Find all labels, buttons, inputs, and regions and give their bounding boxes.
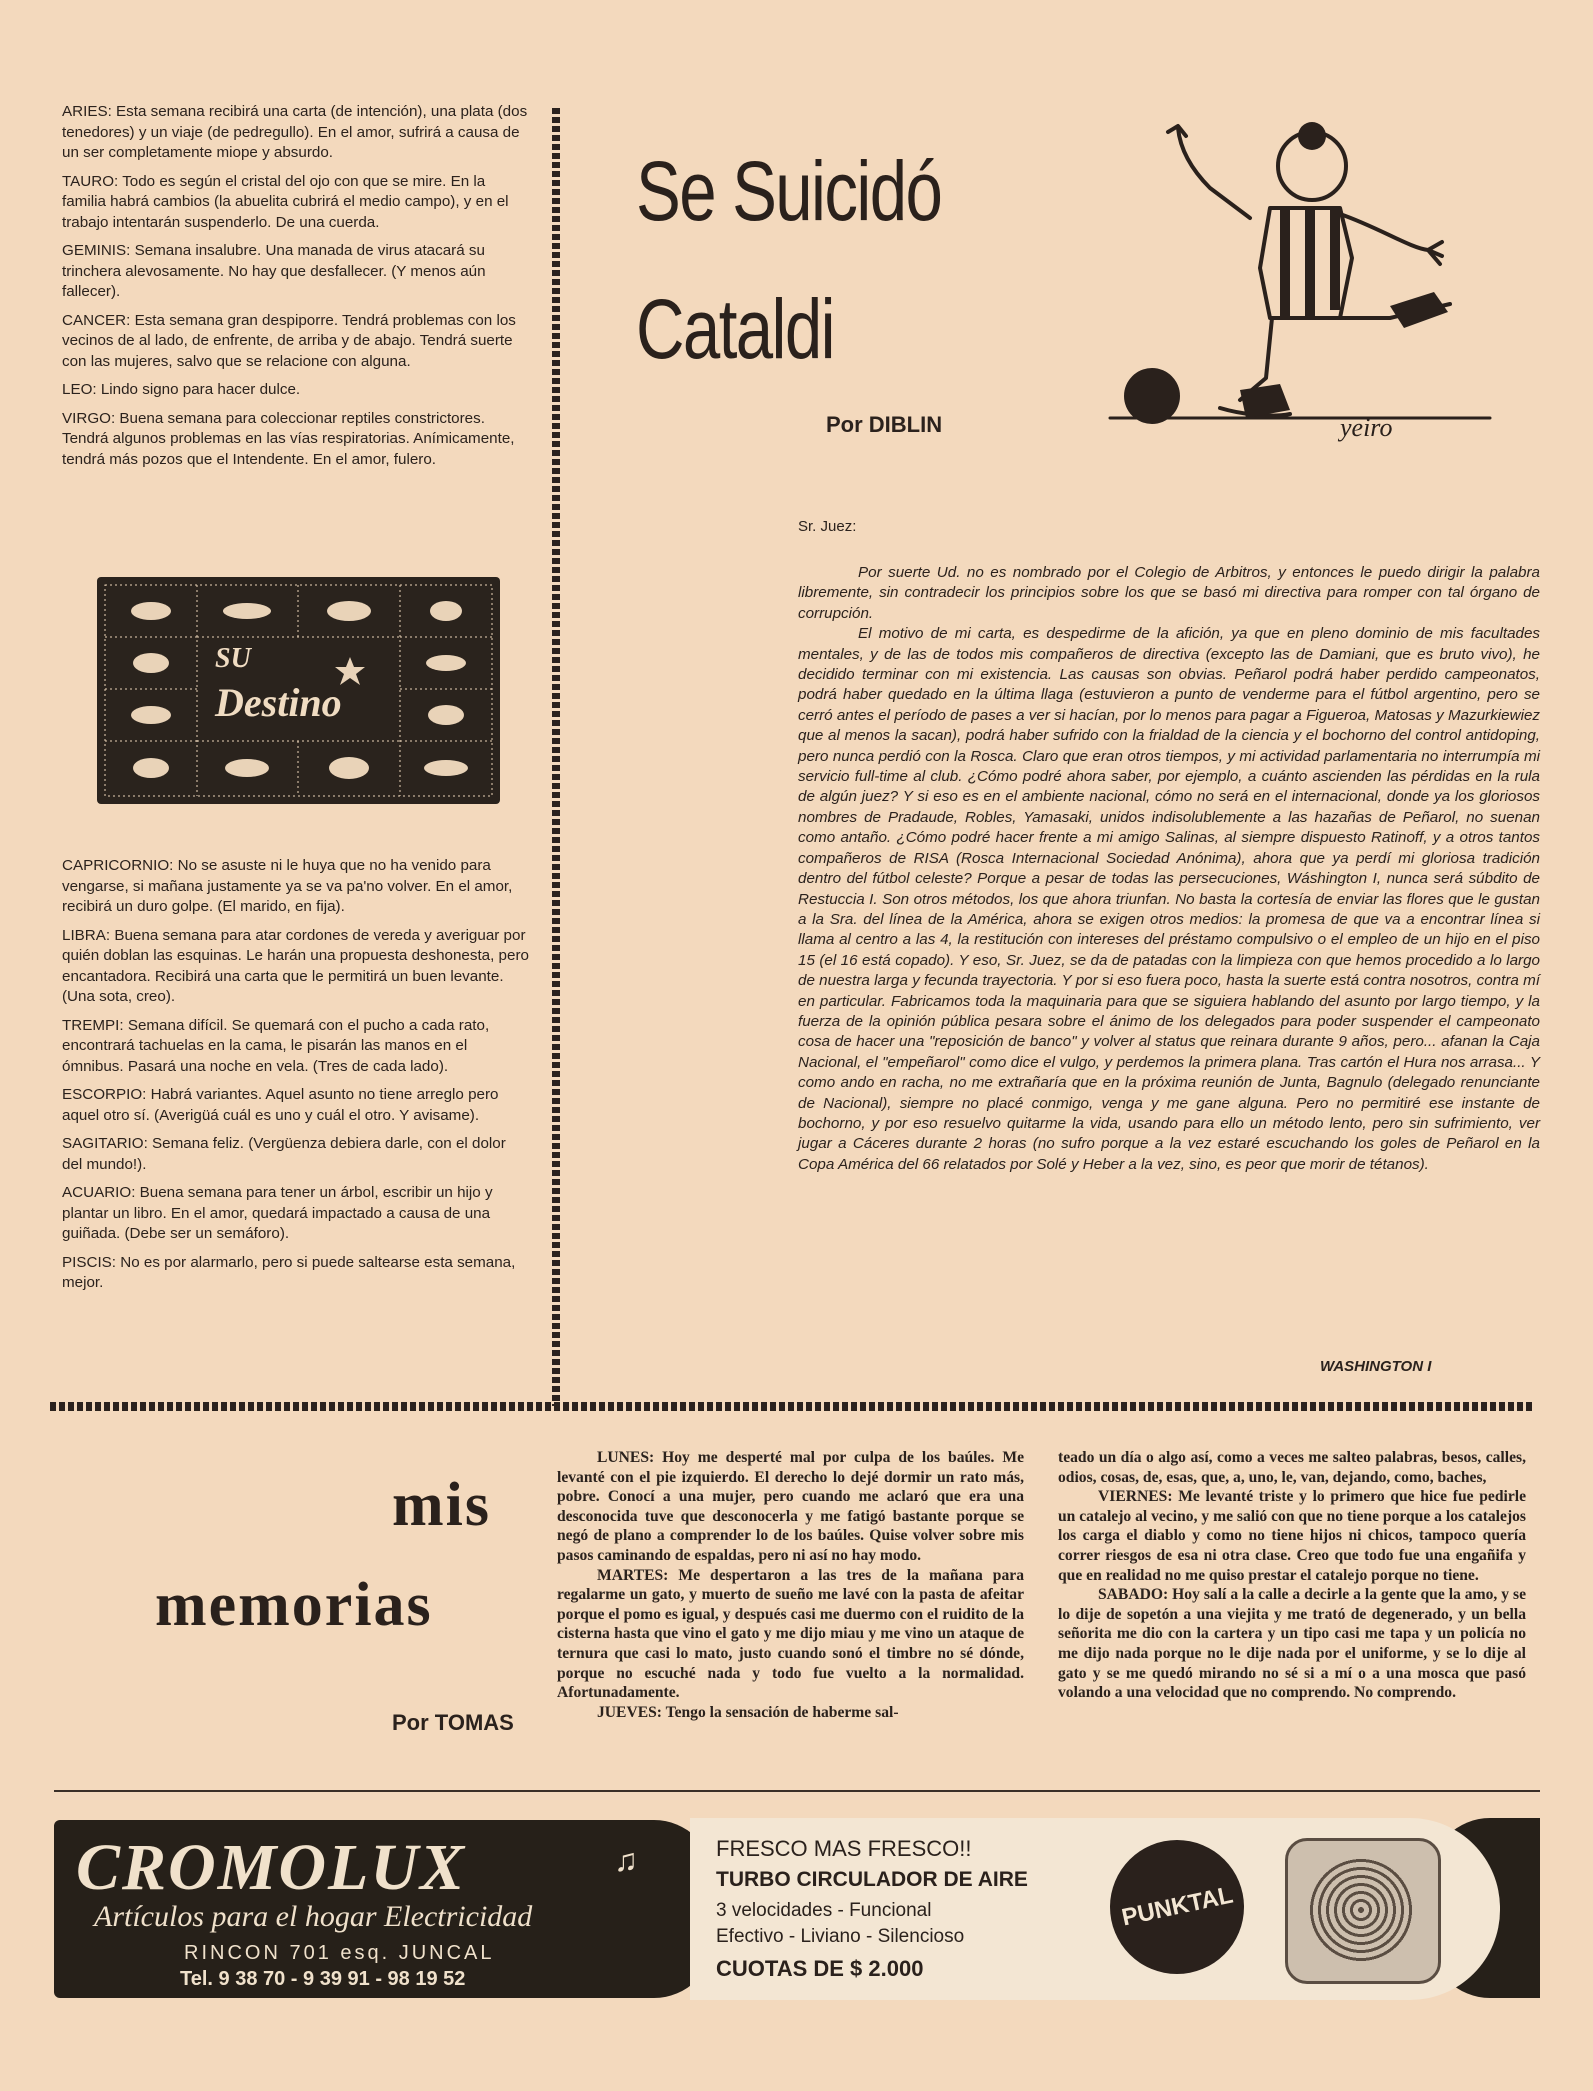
music-notes-icon: ♫ [614,1842,638,1878]
diary-entry: teado un día o algo así, como a veces me salteo palabras, besos, calles, odios, cosas, de, esas, que, a, uno, le, van, dejando, como, baches, [1058,1449,1526,1486]
punktal-price: CUOTAS DE $ 2.000 [716,1956,924,1981]
horoscope-top [62,102,530,478]
horoscope-entry: TREMPI: Semana difícil. Se quemará con el pucho a cada rato, encontrará tachuelas en la cama, le pisarán las manos en el ómnibus. Pasará una noche en vela. (Tres de cada lado). [62,1016,490,1075]
punktal-product: TURBO CIRCULADOR DE AIRE [716,1868,1028,1891]
punktal-headline: FRESCO MAS FRESCO!! [716,1836,972,1861]
footballer-illustration [1090,118,1510,448]
globe-icon [1110,1840,1244,1974]
horoscope-entry: TAURO: Todo es según el cristal del ojo con que se mire. En la familia habrá cambios (la abuelita cubrirá el medio campo), y en el trabajo intentarán suspenderlo. De una cuerda. [62,172,509,231]
fan-icon [1285,1838,1441,1984]
letter-paragraph: El motivo de mi carta, es despedirme de la afición, ya que en pleno dominio de mis facultades mentales, y de las de todos mis compañeros de directiva (excepto las de Damiani, que es bruto vivo), he decidido terminar con mi existencia. Las causas son obvias. Peñarol podrá haber perdido campeonatos, podrá haber quedado en la última llaga (estuvieron a punto de venderme para el fútbol argentino, pero se cerró antes el período de pases a ver si hacían, por lo menos para pagar a Figueroa, Matosas y Mazurkiewiez que al menos la sacan), podrá haber sufrido con la frialdad de la ciencia y el bochorno del control antidoping, pero nunca perdió con la Rosca. Claro que eran otros tiempos, y mi actividad parlamentaria no interrumpía mi servicio full-time al club. ¿Cómo podré ahora saber, por ejemplo, a cuánto ascienden las pérdidas en la rula de algún juez? Y si eso es en el ambiente nacional, cómo no será en el internacional, donde ya los gloriosos nombres de Pradaude, Robles, Yamasaki, unidos indisolublemente a las hazañas de Peñarol, no suenan como antaño. ¿Cómo podré hacer frente a mi amigo Salinas, al siempre dispuesto Ratinoff, y a otros tantos compañeros de RISA (Rosca Internacional Sociedad Anónima), ahora que ya perdí mi gloriosa tradición dentro del fútbol celeste? Porque a pesar de todas las persecuciones, Wáshington I, nunca será súbdito de Restuccia I. Son otros métodos, los que ahora triunfan. No basta la cortesía de enviar las flores que le gustan a la Sra. del línea de la América, ahora se exigen otros medios: la promesa de que va a encontrar línea si llama al centro a las 4, la restitución con intereses del préstamo compulsivo o el empleo de un hijo en el piso 15 (el 16 está copado). Y eso, Sr. Juez, se da de patadas con la limpieza con que hemos procedido a lo largo de nuestra larga y fecunda trayectoria. Y por si eso fuera poco, hasta la suerte está contra nosotros, contra mí en particular. Fabricamos toda la maquinaria para que se siguiera hablando del asunto por largo tiempo, y la fuerza de la opinión pública pesara sobre el ánimo de los delegados para poder suspender el campeonato cosa de hacer una "reposición de banco" y volver al status que reinara durante 9 años, pero... afanan la Caja Nacional, el "empeñarol" como dice el vulgo, y perdemos la primera plana. Tras cartón el Hura nos arrasa... Y como ando en racha, no me extrañaría que en la próxima reunión de Junta, Bagnulo (delegado renunciante de Nacional), siempre no placé conmigo, venga y me gane alguna. Pero no permitiré ese instante de bochorno, y por eso resuelvo quitarme la vida, usando para ello un método lento, pero sin sufrimiento, ver jugar a Cáceres durante 2 horas (no sufro porque a la vez estaré escuchando los goles de Peñarol en la Copa América del 66 relatados por Solé y Heber a la vez, sino, es peor que morir de tétanos). [798,625,1540,1173]
diary-entry: JUEVES: Tengo la sensación de haberme sal- [597,1703,899,1721]
horoscope-entry: VIRGO: Buena semana para coleccionar reptiles constrictores. Tendrá algunos problemas en las vías respiratorias. Anímicamente, tendrá más pozos que el Intendente. En el amor, fulero. [62,409,515,468]
illustration-signature: yeiro [1340,413,1393,442]
memorias-column-1 [557,1448,1024,1722]
memorias-byline: Por TOMAS [392,1710,514,1735]
cromolux-address: RINCON 701 esq. JUNCAL [184,1942,495,1964]
letter-paragraph: Por suerte Ud. no es nombrado por el Colegio de Arbitros, y entonces le puedo dirigir la palabra libremente, sin contradecir los principios sobre los que se basó mi directiva para romper con tal órgano de corrupción. [798,564,1540,622]
horoscope-bottom [62,856,530,1302]
diary-entry: SABADO: Hoy salí a la calle a decirle a la gente que la amo, y se lo dije de sopetón a una viejita y me trató de degenerado, y un bella señorita me dio con la cartera y un tipo casi me tapa y un policía no me dijo nada porque no le dije nada por el uniforme, y se lo dije al gato y se me quedó mirando no sé si a mí o a una mosca que pasó volando a una velocidad que no comprendo. No comprendo. [1058,1586,1526,1702]
badge-destino: Destino [215,680,342,725]
punktal-logo: PUNKTAL [1118,1881,1235,1932]
horoscope-entry: GEMINIS: Semana insalubre. Una manada de virus atacará su trinchera alevosamente. No hay que desfallecer. (Y menos aún fallecer). [62,242,486,300]
memorias-title-line1: mis [392,1471,491,1539]
horoscope-entry: ACUARIO: Buena semana para tener un árbol, escribir un hijo y plantar un libro. En el amor, quedará impactado a causa de una guiñada. (Debe ser un semáforo). [62,1184,493,1242]
punktal-feature-2: Efectivo - Liviano - Silencioso [716,1926,965,1947]
horoscope-entry: ESCORPIO: Habrá variantes. Aquel asunto no tiene arreglo pero aquel otro sí. (Averigüá cuál es uno y cuál el otro. Y avisame). [62,1086,499,1124]
memorias-title-line2: memorias [155,1571,433,1639]
cromolux-ad [54,1820,714,1998]
horoscope-entry: PISCIS: No es por alarmarlo, pero si puede saltearse esta semana, mejor. [62,1253,516,1291]
horoscope-entry: LIBRA: Buena semana para atar cordones de vereda y averiguar por quién doblan las esquinas. Le harán una propuesta deshonesta, pero encantadora. Recibirá una carta que le permitirá un buen levante. (Una sota, creo). [62,926,529,1005]
diary-entry: LUNES: Hoy me desperté mal por culpa de los baúles. Me levanté con el pie izquierdo. El derecho lo dejé dormir un rato más, pobre. Conocí a una mujer, pero cuando me aclaró que era una desconocida tuve que desconocerla y me fatigó bastante porque se negó de plano a comprender lo de los baúles. Quise volver sobre mis pasos caminando de espaldas, pero ni así no hay modo. [557,1449,1024,1564]
cromolux-phones: Tel. 9 38 70 - 9 39 91 - 98 19 52 [180,1968,466,1990]
zodiac-badge [97,577,500,804]
article-title-line2: Cataldi [636,282,834,376]
horoscope-entry: CAPRICORNIO: No se asuste ni le huya que no ha venido para vengarse, si mañana justamente ya se va pa'no volver. En el amor, recibirá un duro golpe. (El marido, en fija). [62,857,513,915]
cromolux-tagline: Artículos para el hogar Electricidad [94,1900,533,1933]
article-title-line1: Se Suicidó [636,144,942,238]
badge-su: SU [215,643,251,674]
horoscope-entry: ARIES: Esta semana recibirá una carta (de intención), una plata (dos tenedores) y un viaje (de pedregullo). En el amor, sufrirá a causa de un ser completamente miope y absurdo. [62,103,528,161]
horoscope-entry: SAGITARIO: Semana feliz. (Vergüenza debiera darle, con el dolor del mundo!). [62,1135,506,1173]
letter-signoff: WASHINGTON I [1320,1358,1432,1375]
letter-body [798,563,1540,1175]
article-byline: Por DIBLIN [826,412,943,437]
punktal-ad [690,1818,1500,2000]
diary-entry: VIERNES: Me levanté triste y lo primero que hice fue pedirle un catalejo al vecino, y me salió con que no tiene porque a los catalejos los carga el diablo y como no tiene hijos ni chicos, tampoco quería correr riesgos de esa ni otra clase. Creo que todo fue una engañifa y que en realidad no me quiso prestar el catalejo porque no tiene. [1058,1488,1526,1584]
column-divider-vertical [552,108,560,1406]
rule-above-ad [54,1790,1540,1792]
horoscope-entry: LEO: Lindo signo para hacer dulce. [62,381,301,398]
punktal-feature-1: 3 velocidades - Funcional [716,1900,932,1921]
horoscope-entry: CANCER: Esta semana gran despiporre. Tendrá problemas con los vecinos de al lado, de enfrente, de arriba y de abajo. Tendrá suerte con las mujeres, salvo que se relacione con alguna. [62,311,516,370]
cromolux-brand: CROMOLUX [76,1831,467,1904]
diary-entry: MARTES: Me despertaron a las tres de la mañana para regalarme un gato, y muerto de sueño me lavé con la pasta de afeitar porque el pomo es igual, y después casi me duermo con el ruidito de la cisterna hasta que vino el gato y me dijo miau y me vino un ataque de ternura que casi lo mato, justo cuando sonó el timbre no sé dónde, porque no escuché nada y todo fue vuelto a la normalidad. Afortunadamente. [557,1566,1024,1702]
memorias-column-2 [1058,1448,1526,1703]
section-divider-horizontal [50,1402,1535,1411]
letter-salutation: Sr. Juez: [798,518,857,535]
